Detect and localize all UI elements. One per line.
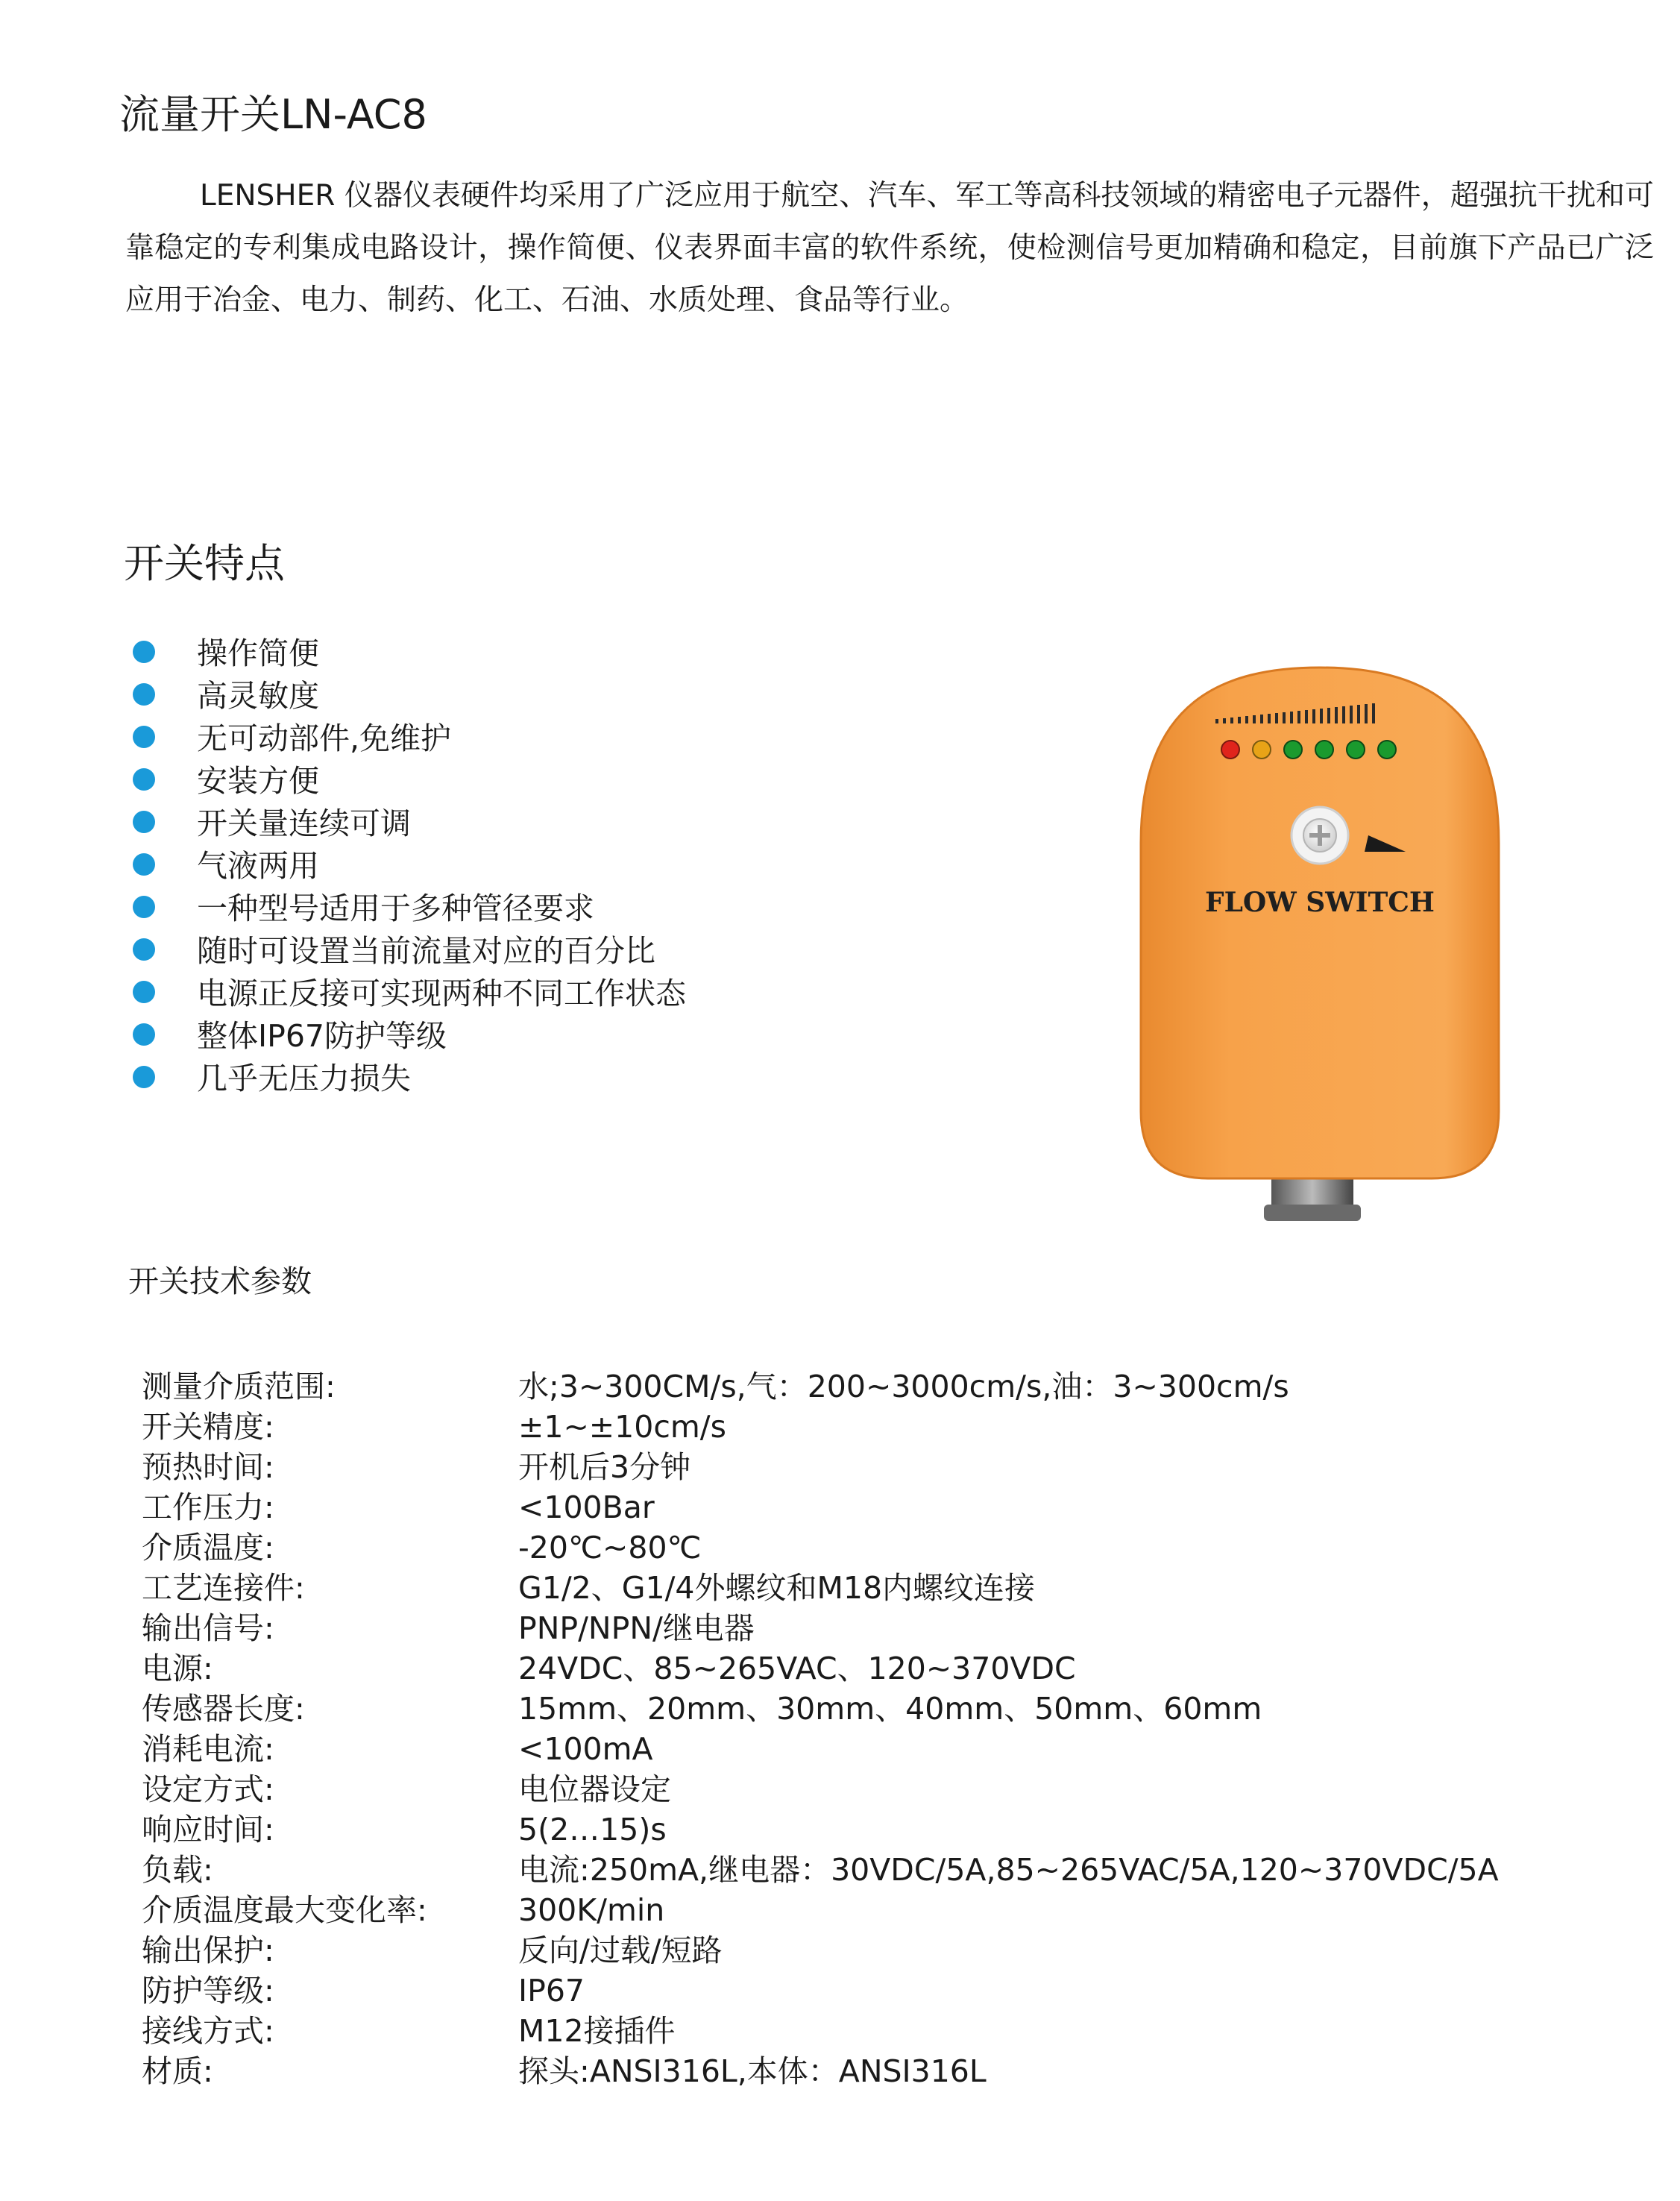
feature-text: 随时可设置当前流量对应的百分比 <box>197 933 655 969</box>
param-key: 测量介质范围: <box>142 1369 336 1404</box>
feature-text: 一种型号适用于多种管径要求 <box>197 891 594 926</box>
param-key: 工作压力: <box>142 1489 274 1525</box>
param-key: 输出信号: <box>142 1610 274 1646</box>
feature-item <box>133 1058 686 1100</box>
led-yellow-icon <box>1253 741 1271 759</box>
param-value: 开机后3分钟 <box>518 1449 691 1485</box>
feature-item <box>133 760 686 803</box>
led-green-icon <box>1315 741 1333 759</box>
param-key: 电源: <box>142 1651 213 1686</box>
flow-switch-product-image <box>1111 656 1529 1246</box>
param-value: M12接插件 <box>518 2013 676 2049</box>
feature-item <box>133 1015 686 1058</box>
param-value: -20℃~80℃ <box>518 1530 702 1566</box>
param-key: 负载: <box>142 1852 213 1888</box>
feature-item <box>133 718 686 760</box>
feature-item <box>133 803 686 845</box>
param-key: 接线方式: <box>142 2013 274 2049</box>
bullet-icon <box>133 641 155 663</box>
feature-text: 开关量连续可调 <box>197 806 411 841</box>
param-value: IP67 <box>518 1973 585 2009</box>
param-value: 探头:ANSI316L,本体：ANSI316L <box>518 2053 987 2089</box>
flow-switch-illustration <box>1111 656 1529 1246</box>
feature-text: 安装方便 <box>197 763 319 799</box>
param-key: 介质温度最大变化率: <box>142 1892 427 1928</box>
feature-text: 电源正反接可实现两种不同工作状态 <box>197 976 686 1011</box>
bullet-icon <box>133 768 155 791</box>
features-list <box>133 632 686 1100</box>
bullet-icon <box>133 811 155 833</box>
feature-item <box>133 888 686 930</box>
bullet-icon <box>133 938 155 961</box>
param-key: 响应时间: <box>142 1812 274 1847</box>
bullet-icon <box>133 726 155 748</box>
param-key: 设定方式: <box>142 1771 274 1807</box>
param-value: <100Bar <box>518 1489 655 1525</box>
feature-item <box>133 632 686 675</box>
features-heading: 开关特点 <box>124 540 285 587</box>
param-key: 输出保护: <box>142 1932 274 1968</box>
feature-item <box>133 675 686 718</box>
param-value: 5(2…15)s <box>518 1812 667 1847</box>
feature-item <box>133 973 686 1015</box>
bullet-icon <box>133 683 155 706</box>
param-value: ±1~±10cm/s <box>518 1409 726 1445</box>
param-value: 电流:250mA,继电器：30VDC/5A,85~265VAC/5A,120~370VDC/5A <box>518 1852 1499 1888</box>
feature-text: 操作简便 <box>197 635 319 671</box>
param-value: 反向/过载/短路 <box>518 1932 723 1968</box>
param-key: 工艺连接件: <box>142 1570 305 1606</box>
param-value: 水;3~300CM/s,气：200~3000cm/s,油：3~300cm/s <box>518 1369 1289 1404</box>
device-label: FLOW SWITCH <box>1205 887 1435 918</box>
feature-item <box>133 845 686 888</box>
param-key: 介质温度: <box>142 1530 274 1566</box>
param-value: 电位器设定 <box>518 1771 671 1807</box>
intro-text: LENSHER 仪器仪表硬件均采用了广泛应用于航空、汽车、军工等高科技领域的精密电子元器件，超强抗干扰和可靠稳定的专利集成电路设计，操作简便、仪表界面丰富的软件系统，使检测信号更加精确和稳定，目前旗下产品已广泛应用于冶金、电力、制药、化工、石油、水质处理、食品等行业。 <box>125 179 1654 317</box>
param-value: 15mm、20mm、30mm、40mm、50mm、60mm <box>518 1691 1262 1727</box>
feature-text: 整体IP67防护等级 <box>197 1018 447 1054</box>
feature-text: 几乎无压力损失 <box>197 1061 411 1096</box>
bullet-icon <box>133 1066 155 1088</box>
param-key: 防护等级: <box>142 1973 274 2009</box>
param-value: <100mA <box>518 1731 653 1767</box>
feature-item <box>133 930 686 973</box>
param-value: 24VDC、85~265VAC、120~370VDC <box>518 1651 1076 1686</box>
bullet-icon <box>133 853 155 876</box>
bullet-icon <box>133 1023 155 1046</box>
param-value: G1/2、G1/4外螺纹和M18内螺纹连接 <box>518 1570 1036 1606</box>
param-value: 300K/min <box>518 1892 665 1928</box>
led-green-icon <box>1347 741 1365 759</box>
params-heading: 开关技术参数 <box>128 1263 312 1299</box>
feature-text: 高灵敏度 <box>197 678 319 714</box>
led-green-icon <box>1378 741 1396 759</box>
param-key: 预热时间: <box>142 1449 274 1485</box>
intro-paragraph <box>125 170 1654 327</box>
led-green-icon <box>1284 741 1302 759</box>
feature-text: 气液两用 <box>197 848 319 884</box>
param-value: PNP/NPN/继电器 <box>518 1610 755 1646</box>
param-key: 材质: <box>142 2053 213 2089</box>
potentiometer-knob-icon <box>1292 807 1348 864</box>
bullet-icon <box>133 896 155 918</box>
page-title: 流量开关LN-AC8 <box>119 91 427 138</box>
feature-text: 无可动部件,免维护 <box>197 720 452 756</box>
param-key: 消耗电流: <box>142 1731 274 1767</box>
param-key: 传感器长度: <box>142 1691 305 1727</box>
param-key: 开关精度: <box>142 1409 274 1445</box>
bullet-icon <box>133 981 155 1003</box>
led-red-icon <box>1221 741 1239 759</box>
